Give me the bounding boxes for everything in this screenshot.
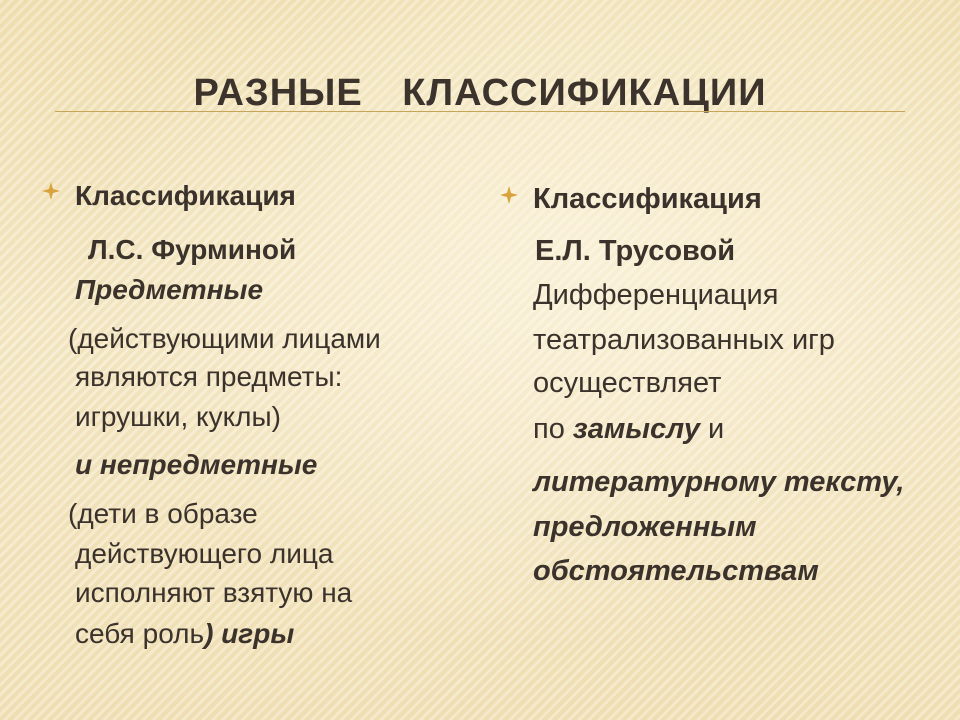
left-heading: Классификация [75,180,296,211]
right-text-1: Дифференциация [533,279,779,311]
right-text-2: театрализованных игр [533,324,835,356]
left-type2: и непредметные [75,449,318,480]
right-author: Е.Л. Трусовой [535,235,736,267]
right-po: по [533,413,573,445]
left-type1: Предметные [75,274,264,305]
right-and: и [699,413,725,445]
left-author: Л.С. Фурминой [88,234,297,265]
slide-title: РАЗНЫЕ КЛАССИФИКАЦИИ [193,72,767,114]
title-divider [55,111,905,112]
left-type2-desc-2: действующего лица [75,538,334,569]
left-type1-desc-3: игрушки, куклы) [75,401,281,432]
left-last-emph: ) игры [204,618,295,649]
right-text-3: осуществляет [533,367,722,399]
right-emph-line-3: обстоятельствам [533,555,819,587]
right-po-line [533,414,724,444]
four-point-star-icon [42,182,60,200]
left-type2-desc-1: (дети в образе [68,498,258,529]
left-type2-desc-3: исполняют взятую на [75,577,353,608]
right-emph-line-2: предложенным [533,511,757,543]
four-point-star-icon [500,186,518,204]
right-emph-line-1: литературному тексту, [533,466,905,498]
right-emph-zamysl: замыслу [572,413,700,445]
right-heading: Классификация [533,183,762,215]
left-type1-desc-2: являются предметы: [75,361,343,392]
left-last-plain: себя роль [75,618,205,649]
left-last-line [75,620,294,648]
left-type1-desc-1: (действующими лицами [68,323,381,354]
